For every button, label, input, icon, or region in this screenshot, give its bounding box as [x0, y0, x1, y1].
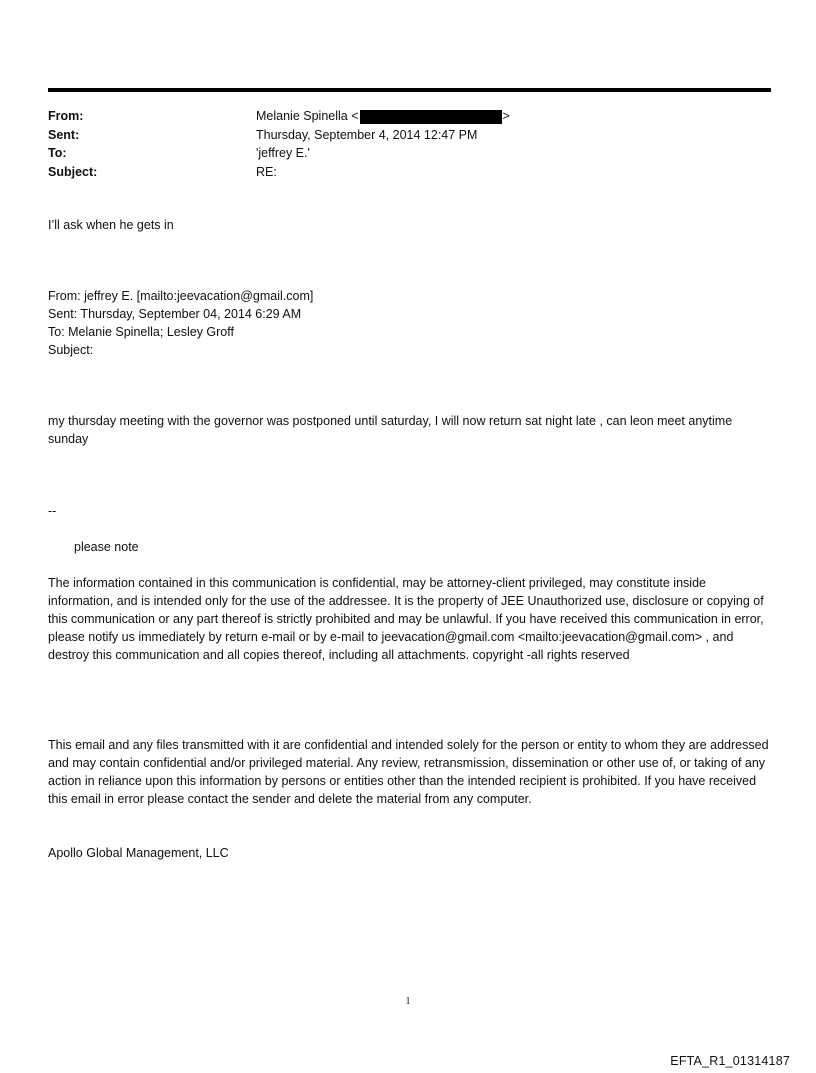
footer-company: Apollo Global Management, LLC: [48, 846, 229, 860]
from-value: [256, 107, 510, 126]
quoted-subject: Subject:: [48, 343, 94, 357]
signature-separator: --: [48, 504, 57, 518]
signature-note: please note: [74, 540, 139, 554]
sent-value: Thursday, September 4, 2014 12:47 PM: [256, 127, 478, 142]
to-value: 'jeffrey E.': [256, 146, 310, 160]
subject-label: Subject:: [48, 164, 98, 179]
signature-disclaimer: The information contained in this communication is confidential, may be attorney-client privileged, may constitute inside information, and is intended only for the use of the addressee. It is the property of JEE Unauthorized use, disclosure or copying of this communication or any part thereof is strictly prohibited and may be unlawful. If you have received this communication in error, please notify us immediately by return e-mail or by e-mail to jeevacation@gmail.com <mailto:jeevacation@gmail.com> , and destroy this communication and all copies thereof, including all attachments. copyright -all rights reserved: [48, 576, 764, 662]
subject-value: RE:: [256, 164, 277, 179]
subject-row: [48, 163, 768, 182]
reply-body: I’ll ask when he gets in: [48, 218, 174, 232]
from-name: Melanie Spinella <: [256, 109, 359, 123]
header-divider: [48, 88, 771, 92]
footer-confidentiality: This email and any files transmitted with it are confidential and intended solely for the person or entity to whom they are addressed and may contain confidential and/or privileged material. Any review, retransmission, dissemination or other use of, or taking of any action in reliance upon this information by persons or entities other than the intended recipient is prohibited. If you have received this email in error please contact the sender and delete the material from any computer.: [48, 738, 769, 806]
quoted-to: To: Melanie Spinella; Lesley Groff: [48, 325, 234, 339]
from-label: From:: [48, 109, 84, 123]
email-header: [48, 107, 768, 181]
from-row: [48, 107, 768, 126]
to-row: [48, 144, 768, 163]
from-close: >: [502, 109, 510, 123]
quoted-body: my thursday meeting with the governor was postponed until saturday, I will now return sat night late , can leon meet anytime sunday: [48, 414, 733, 446]
quoted-from: From: jeffrey E. [mailto:jeevacation@gmail.com]: [48, 289, 314, 303]
sent-row: [48, 126, 768, 145]
redaction-block: [360, 110, 502, 124]
sent-label: Sent:: [48, 127, 80, 142]
to-label: To:: [48, 146, 67, 160]
page-number: 1: [405, 996, 411, 1007]
quoted-sent: Sent: Thursday, September 04, 2014 6:29 AM: [48, 307, 302, 321]
document-id: EFTA_R1_01314187: [670, 1054, 790, 1068]
